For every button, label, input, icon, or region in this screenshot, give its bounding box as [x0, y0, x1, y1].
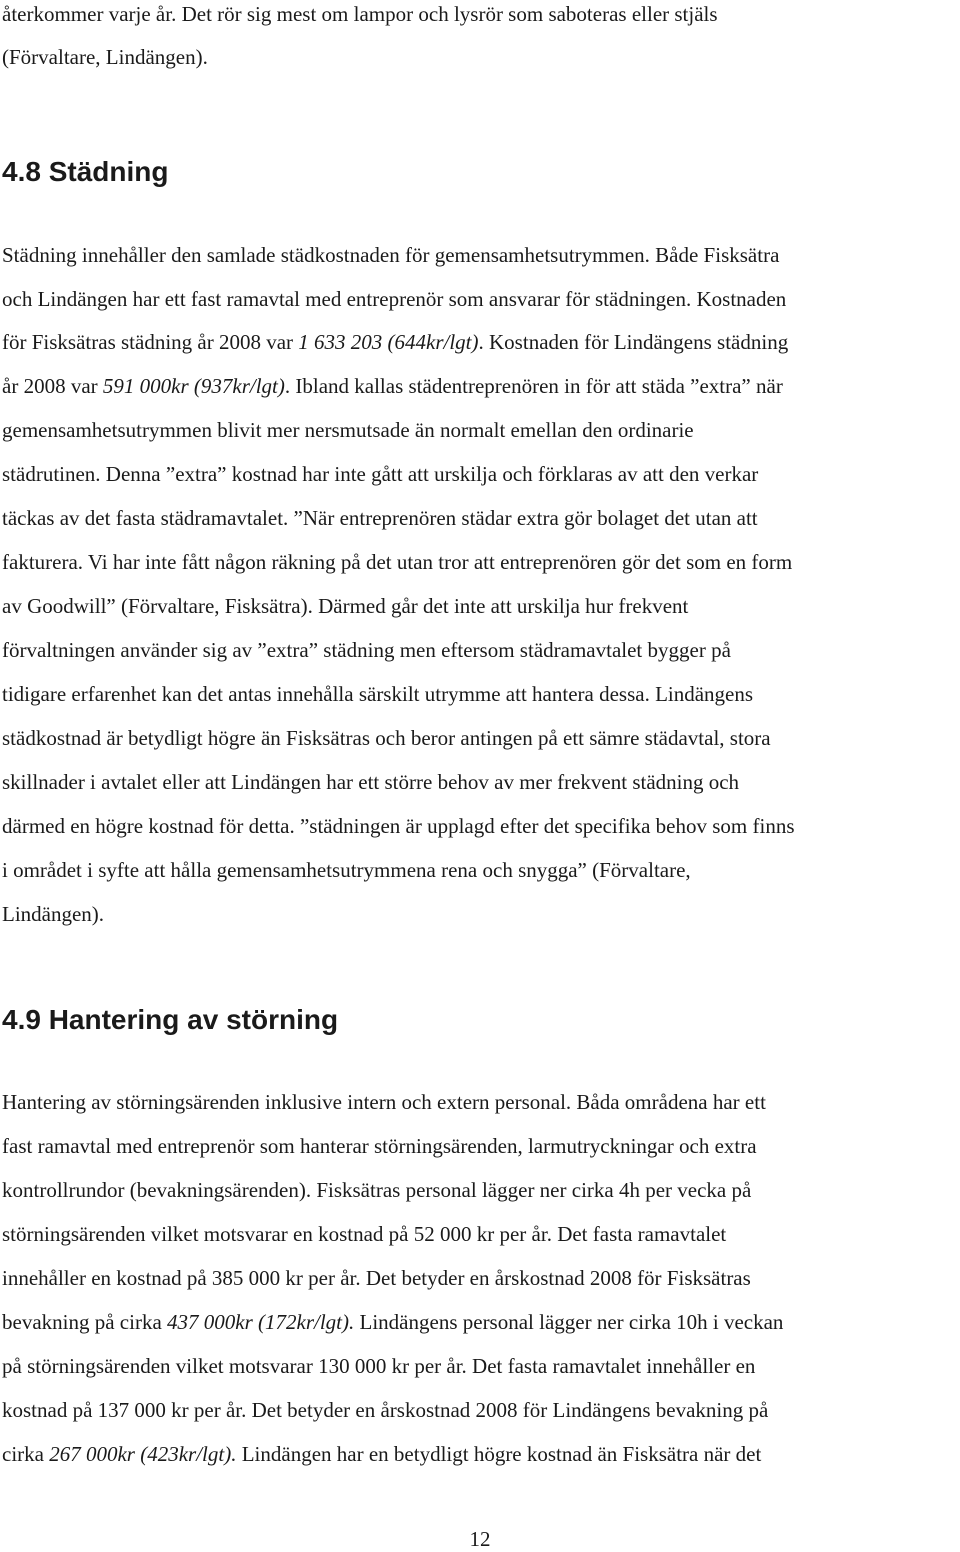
body-text-line: fast ramavtal med entreprenör som hanterar störningsärenden, larmutryckningar och extra: [2, 1134, 757, 1158]
page-number: 12: [469, 1527, 491, 1551]
section-heading-4-8: 4.8 Städning: [2, 156, 169, 187]
text-span: . Kostnaden för Lindängens städning: [478, 330, 789, 354]
body-text-line: Hantering av störningsärenden inklusive intern och extern personal. Båda områdena har ett: [2, 1090, 766, 1114]
text-span: cirka: [2, 1442, 50, 1466]
body-text-line: [2, 374, 783, 398]
body-text-line: städrutinen. Denna ”extra” kostnad har inte gått att urskilja och förklaras av att den verkar: [2, 462, 759, 486]
body-text-line: Lindängen).: [2, 902, 105, 926]
text-span: år 2008 var: [2, 374, 103, 398]
body-text-line: fakturera. Vi har inte fått någon räkning på det utan tror att entreprenören gör det som en form: [2, 550, 793, 574]
body-text-line: kostnad på 137 000 kr per år. Det betyder en årskostnad 2008 för Lindängens bevakning på: [2, 1398, 769, 1422]
body-text-line: i området i syfte att hålla gemensamhetsutrymmena rena och snygga” (Förvaltare,: [2, 858, 691, 882]
body-text-line: [2, 330, 788, 354]
body-text-line: störningsärenden vilket motsvarar en kostnad på 52 000 kr per år. Det fasta ramavtalet: [2, 1222, 727, 1246]
italic-figure: 591 000kr (937kr/lgt): [102, 374, 285, 398]
text-span: Lindängen har en betydligt högre kostnad än Fisksätra när det: [236, 1442, 762, 1466]
text-span: Lindängens personal lägger ner cirka 10h i veckan: [354, 1310, 784, 1334]
body-text-line: av Goodwill” (Förvaltare, Fisksätra). Därmed går det inte att urskilja hur frekvent: [2, 594, 689, 618]
italic-figure: 1 633 203 (644kr/lgt): [298, 330, 479, 354]
body-text-line: gemensamhetsutrymmen blivit mer nersmutsade än normalt emellan den ordinarie: [2, 418, 694, 442]
body-text-line: återkommer varje år. Det rör sig mest om lampor och lysrör som saboteras eller stjäls: [2, 2, 718, 26]
body-text-line: förvaltningen använder sig av ”extra” städning men eftersom städramavtalet bygger på: [2, 638, 731, 662]
body-text-line: tidigare erfarenhet kan det antas innehålla särskilt utrymme att hantera dessa. Lindängens: [2, 682, 754, 706]
section-heading-4-9: 4.9 Hantering av störning: [2, 1004, 339, 1035]
text-span: för Fisksätras städning år 2008 var: [2, 330, 299, 354]
body-text-line: [2, 1310, 783, 1334]
body-text-line: Städning innehåller den samlade städkostnaden för gemensamhetsutrymmen. Både Fisksätra: [2, 243, 780, 267]
body-text-line: täckas av det fasta städramavtalet. ”När entreprenören städar extra gör bolaget det utan att: [2, 506, 758, 530]
italic-figure: 437 000kr (172kr/lgt).: [167, 1310, 355, 1334]
body-text-line: [2, 1442, 761, 1466]
body-text-line: på störningsärenden vilket motsvarar 130 000 kr per år. Det fasta ramavtalet innehåller en: [2, 1354, 756, 1378]
text-span: bevakning på cirka: [2, 1310, 168, 1334]
body-text-line: därmed en högre kostnad för detta. ”städningen är upplagd efter det specifika behov som finns: [2, 814, 795, 838]
body-text-line: och Lindängen har ett fast ramavtal med entreprenör som ansvarar för städningen. Kostnaden: [2, 287, 787, 311]
body-text-line: skillnader i avtalet eller att Lindängen har ett större behov av mer frekvent städning och: [2, 770, 740, 794]
body-text-line: städkostnad är betydligt högre än Fisksätras och beror antingen på ett sämre städavtal, stora: [2, 726, 771, 750]
body-text-line: innehåller en kostnad på 385 000 kr per år. Det betyder en årskostnad 2008 för Fisksätras: [2, 1266, 751, 1290]
body-text-line: kontrollrundor (bevakningsärenden). Fisksätras personal lägger ner cirka 4h per vecka på: [2, 1178, 752, 1202]
italic-figure: 267 000kr (423kr/lgt).: [49, 1442, 237, 1466]
body-text-line: (Förvaltare, Lindängen).: [2, 45, 208, 69]
text-span: . Ibland kallas städentreprenören in för att städa ”extra” när: [284, 374, 783, 398]
